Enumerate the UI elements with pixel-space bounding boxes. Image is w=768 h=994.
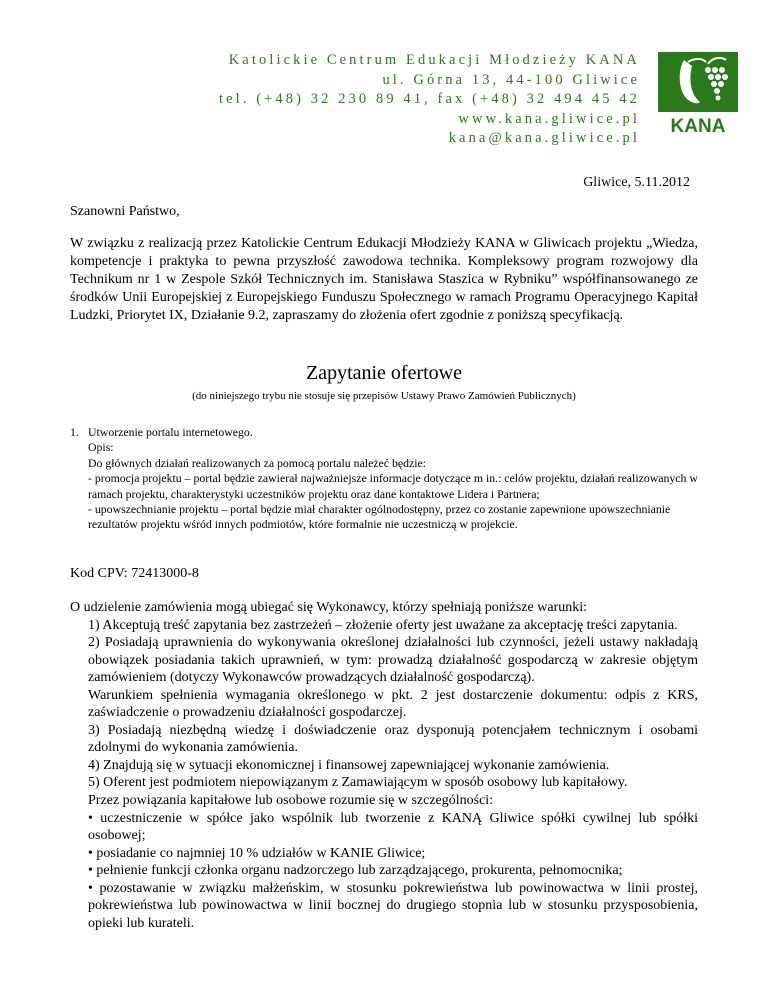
conditions-lead: O udzielenie zamówienia mogą ubiegać się Wykonawcy, którzy spełniają poniższe warunki: [70,600,587,615]
letterhead-address [219,51,640,149]
relation-bullet-1: • uczestniczenie w spółce jako wspólnik lub tworzenie z KANĄ Gliwice spółki cywilnej lub spółki osobowej; [88,810,698,844]
condition-3: 3) Posiadają niezbędną wiedzę i doświadczenie oraz dysponują potencjałem technicznym i osobami zdolnymi do wykonania zamówienia. [88,722,698,756]
item-number: 1. [70,425,79,439]
street-address: ul. Górna 13, 44-100 Gliwice [382,71,640,88]
item-description-dissemination: - upowszechnianie projektu – portal będzie miał charakter ogólnodostępny, przez co zostanie zapewnione upowszechnianie rezultatów projektu wśród innych podmiotów, które formalnie nie uczestniczą w projekcie. [88,502,671,532]
letter-date: Gliwice, 5.11.2012 [583,175,690,190]
item-description-intro: Do głównych działań realizowanych za pomocą portalu należeć będzie: [88,455,427,470]
condition-5: 5) Oferent jest podmiotem niepowiązanym z Zamawiającym w sposób osobowy lub kapitałowy. [88,775,628,791]
phone-fax: tel. (+48) 32 230 89 41, fax (+48) 32 494 45 42 [218,91,640,107]
intro-paragraph: W związku z realizacją przez Katolickie Centrum Edukacji Młodzieży KANA w Gliwicach projektu „Wiedza, kompetencje i praktyka to pewna przyszłość zawodowa technika. Kompleksowy program rozwojowy dla Technikum nr 1 w Zespole Szkół Technicznych im. Stanisława Staszica w Rybniku” współfinansowanego ze środków Unii Europejskiej z Europejskiego Funduszu Społecznego w ramach Programu Operacyjnego Kapitał Ludzki, Priorytet IX, Działanie 9.2, zapraszamy do złożenia ofert zgodnie z poniższą specyfikacją. [70,236,698,323]
item-1 [70,425,698,533]
item-description-promotion: - promocja projektu – portal będzie zawierał najważniejsze informacje dotyczące m in.: celów projektu, działań realizowanych w ramach projektu, charakterystyki uczestników projektu oraz dane kontaktowe Lidera i Partnera; [88,471,698,501]
greeting: Szanowni Państwo, [70,204,180,219]
condition-1: 1) Akceptują treść zapytania bez zastrzeżeń – złożenie oferty jest uważane za akceptację treści zapytania. [88,617,678,633]
conditions-section [70,599,698,932]
condition-4: 4) Znajdują się w sytuacji ekonomicznej i finansowej zapewniającej wykonanie zamówienia. [88,757,610,773]
website[interactable]: www.kana.gliwice.pl [458,110,640,127]
relation-bullet-3: • pełnienie funkcji członka organu nadzorczego lub zarządzającego, prokurenta, pełnomocnika; [88,863,623,879]
document-title: Zapytanie ofertowe [305,362,463,384]
item-heading: Utworzenie portalu internetowego. [88,425,253,439]
relation-bullet-4: • pozostawanie w związku małżeńskim, w stosunku pokrewieństwa lub powinowactwa w linii prostej, pokrewieństwa lub powinowactwa w linii bocznej do drugiego stopnia lub w stosunku przysposobienia, opieki lub kurateli. [88,880,698,931]
logo-text: KANA [670,116,726,137]
condition-2: 2) Posiadają uprawnienia do wykonywania określonej działalności lub czynności, jeżeli ustawy nakładają obowiązek posiadania takich uprawnień, w tym: prowadzą działalność gospodarczą w zakresie objętym zamówieniem (dotyczy Wykonawców prowadzących działalność gospodarczą). [88,635,698,686]
email[interactable]: kana@kana.gliwice.pl [448,130,640,146]
item-description-label: Opis: [88,440,114,455]
document-subtitle: (do niniejszego trybu nie stosuje się przepisów Ustawy Prawo Zamówień Publicznych) [192,390,576,402]
relations-intro: Przez powiązania kapitałowe lub osobowe rozumie się w szczególności: [88,793,494,809]
organization-name: Katolickie Centrum Edukacji Młodzieży KANA [228,52,640,68]
relation-bullet-2: • posiadanie co najmniej 10 % udziałów w KANIE Gliwice; [88,845,426,861]
cpv-code: Kod CPV: 72413000-8 [70,566,199,581]
kana-logo [648,52,748,138]
condition-2-note: Warunkiem spełnienia wymagania określonego w pkt. 2 jest dostarczenie dokumentu: odpis z KRS, zaświadczenie o prowadzeniu działalności gospodarczej. [88,687,698,721]
